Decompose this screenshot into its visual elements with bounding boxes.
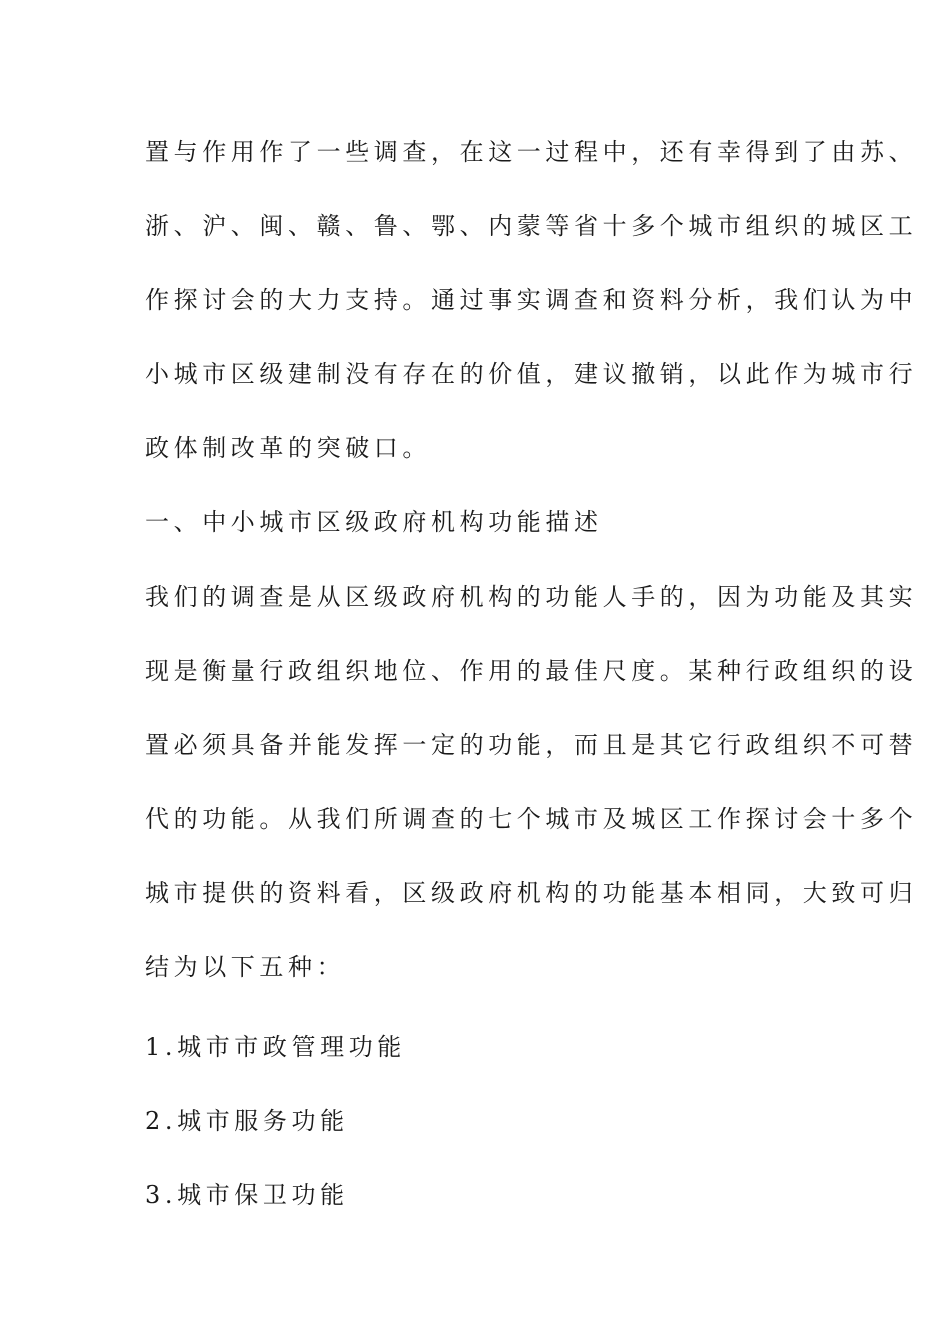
body-text-line: 代的功能。从我们所调查的七个城市及城区工作探讨会十多个 bbox=[145, 805, 918, 833]
body-text-line: 置与作用作了一些调查，在这一过程中，还有幸得到了由苏、 bbox=[145, 138, 918, 166]
body-text-line: 小城市区级建制没有存在的价值，建议撤销，以此作为城市行 bbox=[145, 360, 918, 388]
body-text-line: 政体制改革的突破口。 bbox=[145, 434, 431, 462]
body-text-line: 现是衡量行政组织地位、作用的最佳尺度。某种行政组织的设 bbox=[145, 657, 918, 685]
section-heading: 一、中小城市区级政府机构功能描述 bbox=[145, 508, 603, 536]
body-text-line: 结为以下五种： bbox=[145, 953, 346, 981]
list-item: 3.城市保卫功能 bbox=[145, 1181, 349, 1209]
list-item: 1.城市市政管理功能 bbox=[145, 1033, 406, 1061]
body-text-line: 作探讨会的大力支持。通过事实调查和资料分析，我们认为中 bbox=[145, 286, 918, 314]
body-text-line: 我们的调查是从区级政府机构的功能人手的，因为功能及其实 bbox=[145, 583, 918, 611]
body-text-line: 置必须具备并能发挥一定的功能，而且是其它行政组织不可替 bbox=[145, 731, 918, 759]
body-text-line: 浙、沪、闽、赣、鲁、鄂、内蒙等省十多个城市组织的城区工 bbox=[145, 212, 918, 240]
list-item: 2.城市服务功能 bbox=[145, 1107, 349, 1135]
body-text-line: 城市提供的资料看，区级政府机构的功能基本相同，大致可归 bbox=[145, 879, 918, 907]
